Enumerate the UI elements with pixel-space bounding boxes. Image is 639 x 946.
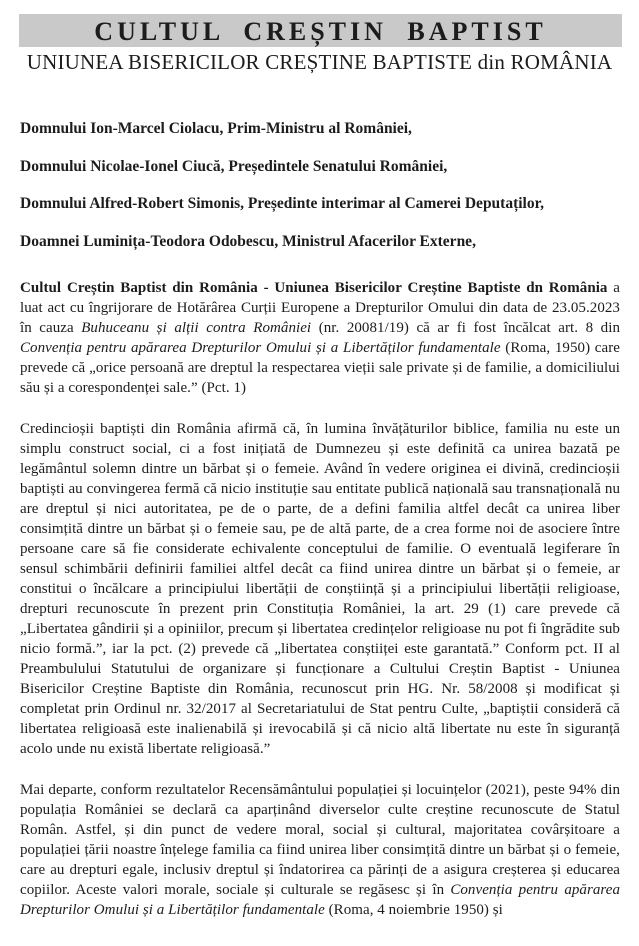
paragraph-census-argument bbox=[20, 780, 620, 920]
text-segment-regular: (nr. 20081/19) că ar fi fost încălcat art. 8 din bbox=[311, 320, 620, 337]
title-band bbox=[19, 14, 622, 47]
text-segment-regular: Mai departe, conform rezultatelor Recensământului populației și locuințelor (2021), peste 94% din populația României se declară ca aparținând diverselor culte creștine recunoscute de Statul Român. Astfel, și din punct de vedere moral, social și cultural, majoritatea covârșitoare a populației țării noastre înțelege familia ca fiind unirea liber consimțită dintre un bărbat și o femeie, care au drepturi egale, inclusiv dreptul și îndatorirea ca părinți de a asigura creșterea și educarea copiilor. Aceste valori morale, sociale și culturale se regăsesc și în bbox=[20, 782, 620, 899]
organization-title: CULTUL CREȘTIN BAPTIST bbox=[94, 16, 547, 46]
text-segment-italic: Convenția pentru apărarea Drepturilor Omului și a Libertăților fundamentale bbox=[20, 340, 501, 357]
recipient-line-chamber-president: Domnului Alfred-Robert Simonis, Președinte interimar al Camerei Deputaților, bbox=[20, 195, 544, 213]
text-segment-regular: (Roma, 1950) care prevede că „orice persoană are dreptul la respectarea vieții sale private și de familie, a domiciliului său și a corespondenței sale.” (Pct. 1) bbox=[20, 340, 620, 397]
text-segment-regular: a luat act cu îngrijorare de Hotărârea Curții Europene a Drepturilor Omului din data de 23.05.2023 în cauza bbox=[20, 280, 620, 337]
recipient-line-foreign-minister: Doamnei Luminița-Teodora Odobescu, Ministrul Afacerilor Externe, bbox=[20, 232, 476, 250]
text-segment-bold: Cultul Creștin Baptist din România - Uniunea Bisericilor Creștine Baptiste dn România bbox=[20, 280, 608, 297]
text-segment-italic: Buhuceanu și alții contra României bbox=[81, 320, 312, 337]
text-segment-italic: Convenția pentru apărarea Drepturilor Omului și a Libertăților fundamentale bbox=[20, 882, 620, 919]
paragraph-echr-ruling bbox=[20, 278, 620, 398]
recipients-list bbox=[20, 120, 620, 251]
letterhead bbox=[0, 0, 639, 73]
recipient-line-senate-president: Domnului Nicolae-Ionel Ciucă, Președintele Senatului României, bbox=[20, 157, 448, 175]
letter-paragraphs bbox=[20, 278, 620, 920]
paragraph-baptist-position bbox=[20, 419, 620, 759]
letter-body bbox=[20, 120, 620, 920]
text-segment-regular: (Roma, 4 noiembrie 1950) și bbox=[324, 902, 503, 919]
recipient-line-prime-minister: Domnului Ion-Marcel Ciolacu, Prim-Ministru al României, bbox=[20, 120, 412, 138]
text-segment-regular: Credincioșii baptiști din România afirmă că, în lumina învățăturilor biblice, familia nu este un simplu construct social, ci a fost inițiată de Dumnezeu și este definită ca unirea bazată pe legământul solemn dintre un bărbat și o femeie. Având în vedere originea ei divină, credincioșii baptiști au convingerea fermă că nicio instituție sau entitate publică națională sau transnațională nu are dreptul și nici autoritatea, pe de o parte, de a defini familia altfel decât ca unirea liber consimțită dintre un bărbat și o femeie sau, pe de altă parte, de a crea forme noi de asociere între persoane care să fie considerate echivalente conceptului de familie. O eventuală legiferare în sensul schimbării definirii familiei altfel decât ca fiind unirea dintre un bărbat și o femeie, ar constitui o încălcare a principiului libertății de conștiință și a principiului libertății religioase, drepturi recunoscute în prezent prin Constituția României, la art. 29 (1) care prevede că „Libertatea gândirii și a opiniilor, precum și libertatea credințelor religioase nu pot fi îngrădite sub nicio formă.”, iar la pct. (2) prevede că „libertatea conștiiței este garantată.” Conform pct. II al Preambulului Statutului de organizare și funcționare a Cultului Creștin Baptist - Uniunea Bisericilor Creștine Baptiste din România, recunoscut prin HG. Nr. 58/2008 și modificat și completat prin Ordinul nr. 32/2017 al Secretariatului de Stat pentru Culte, „baptiștii consideră că libertatea religioasă este inalienabilă și irevocabilă și că nicio altă libertate nu este în siguranță acolo unde nu există libertate religioasă.” bbox=[20, 421, 620, 758]
organization-subtitle: UNIUNEA BISERICILOR CREȘTINE BAPTISTE din ROMÂNIA bbox=[26, 50, 613, 74]
